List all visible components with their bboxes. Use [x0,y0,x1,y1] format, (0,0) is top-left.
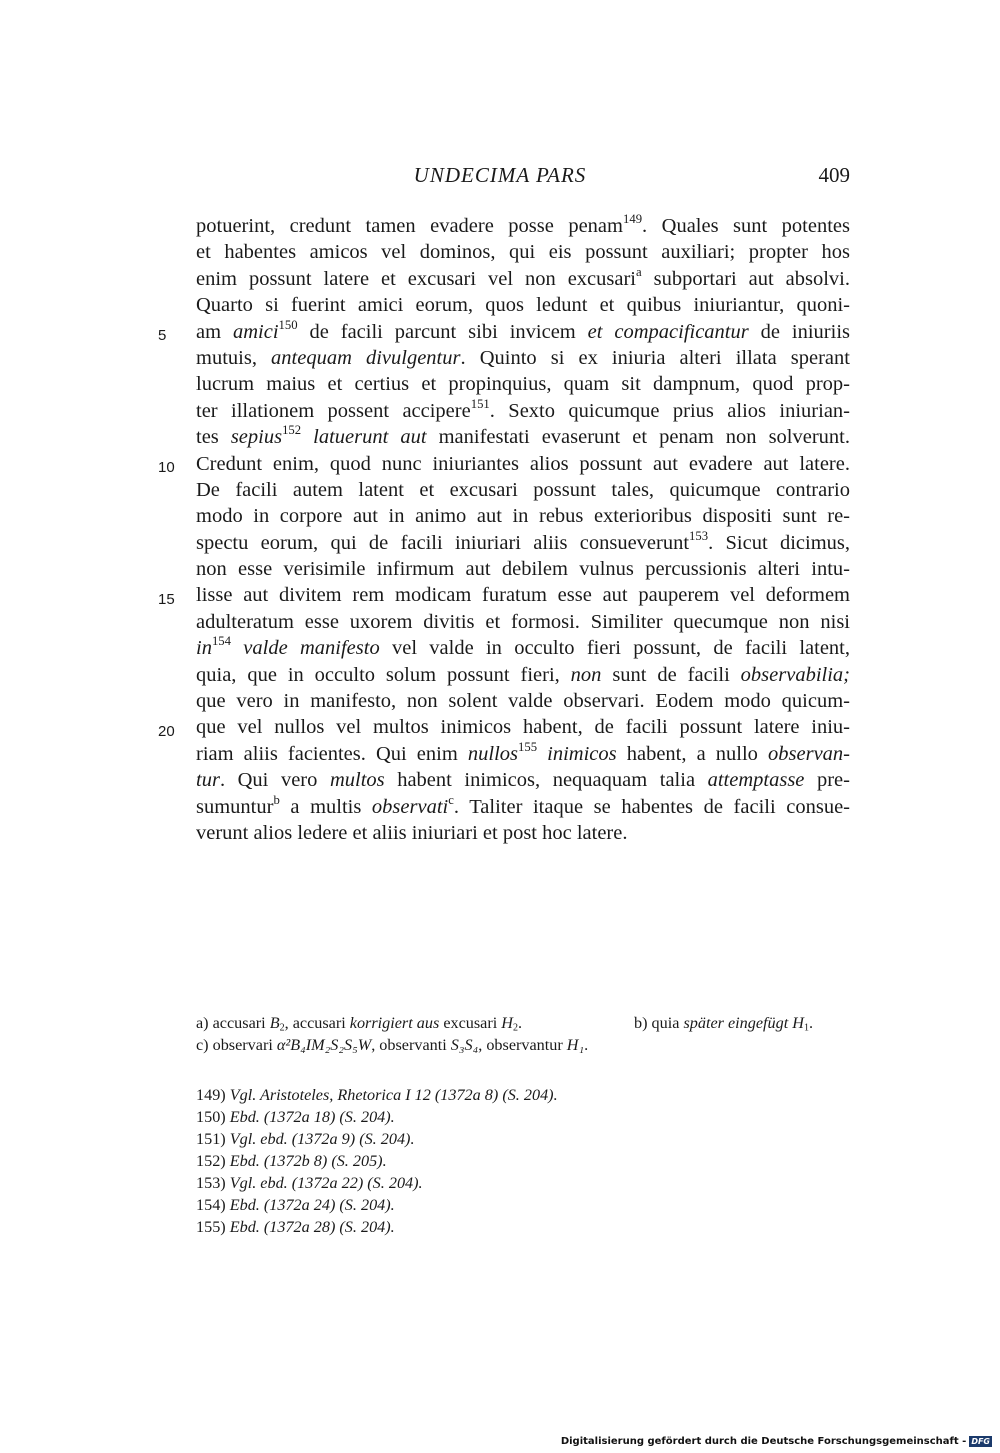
credit-text: Digitalisierung gefördert durch die Deutsche Forschungsgemeinschaft - [560,1436,967,1447]
text-line: ter illationem possent accipere$^{151}$. Sexto quicumque prius alios iniurian- [196,396,850,422]
text-line: am amici$^{150}$ de facili parcunt sibi invicem et compacificantur de iniuriis [196,317,851,343]
text-line: lisse aut divitem rem modicam furatum esse aut pauperem vel deformem [196,584,850,607]
text-line: que vel nullos vel multos inimicos habent, de facili possunt latere iniu- [196,716,850,739]
footnotes [196,1084,558,1238]
footnote: 151) Vgl. ebd. (1372a 9) (S. 204). [196,1130,415,1148]
text-line: $in^{154}$ valde manifesto vel valde in occulto fieri possunt, de facili latent, [196,634,850,660]
apparatus-note-b: b) quia später eingefügt $H_1$. [634,1014,814,1034]
text-line: et habentes amicos vel dominos, qui eis possunt auxiliari; propter hos [196,241,850,264]
text-line: spectu eorum, qui de facili iniuriari aliis consueverunt$^{153}$. Sicut dicimus, [196,528,850,554]
header-title: UNDECIMA PARS [413,163,587,187]
line-number: 15 [158,590,175,608]
text-line: lucrum maius et certius et propinquius, quam sit dampnum, quod prop- [196,373,850,396]
digitization-credit [561,1436,992,1447]
text-line: sumuntur$^b$ a multis observati$^c$. Taliter itaque se habentes de facili consue- [196,792,850,818]
footnote-ref: 151 [470,396,490,411]
text-line: enim possunt latere et excusari vel non excusari$^a$ subportari aut absolvi. [196,264,850,290]
text-line: que vero in manifesto, non solent valde observari. Eodem modo quicum- [196,690,850,713]
text-line: adulteratum esse uxorem divitis et formosi. Similiter quecumque non nisi [196,610,850,633]
footnote: 154) Ebd. (1372a 24) (S. 204). [196,1196,395,1214]
footnote: 155) Ebd. (1372a 28) (S. 204). [196,1218,395,1236]
footnote-ref: 149 [622,212,643,227]
apparatus-note-a: a) accusari $B_2$, accusari korrigiert aus excusari $H_2$. [196,1014,523,1034]
text-line: non esse verisimile infirmum aut debilem vulnus percussionis alteri intu- [196,558,850,581]
text-line: tes sepius$^{152}$ latuerunt aut manifestati evaserunt et penam non solverunt. [196,423,851,449]
dfg-logo: DFG [971,1437,990,1446]
text-line: Quarto si fuerint amici eorum, quos ledunt et quibus iniuriantur, quoni- [196,294,850,317]
text-line: potuerint, credunt tamen evadere posse penam$^{149}$. Quales sunt potentes [196,212,850,237]
footnote: 153) Vgl. ebd. (1372a 22) (S. 204). [196,1174,423,1192]
text-line: modo in corpore aut in animo aut in rebus exterioribus dispositi sunt re- [196,505,850,528]
apparatus-line [196,1012,856,1034]
apparatus-ref: c [448,792,454,807]
body-text [196,213,850,846]
apparatus-ref: b [273,792,280,807]
text-line: verunt alios ledere et aliis iniuriari et post hoc latere. [196,821,628,844]
text-line: quia, que in occulto solum possunt fieri, non sunt de facili observabilia; [196,663,850,686]
line-number: 10 [158,458,175,476]
line-number: 5 [158,326,167,344]
footnote: 152) Ebd. (1372b 8) (S. 205). [196,1152,387,1170]
text-line: De facili autem latent et excusari possunt tales, quicumque contrario [196,478,850,501]
text-line: tur. Qui vero multos habent inimicos, nequaquam talia attemptasse pre- [196,769,850,792]
footnote-ref: 152 [282,423,302,438]
line-number: 20 [158,722,175,740]
apparatus-line [196,1034,856,1056]
text-line: mutuis, antequam divulgentur. Quinto si ex iniuria alteri illata sperant [196,346,850,369]
text-line: riam aliis facientes. Qui enim nullos$^{155}$ inimicos habent, a nullo observan- [196,739,850,765]
footnote: 150) Ebd. (1372a 18) (S. 204). [196,1108,395,1126]
text-line: Credunt enim, quod nunc iniuriantes alios possunt aut evadere aut latere. [196,452,850,475]
footnote: 149) Vgl. Aristoteles, Rhetorica I 12 (1372a 8) (S. 204). [196,1086,558,1104]
footnote-ref: 155 [518,739,538,754]
apparatus-note-c: c) observari α²B₄IM₂S₂S₅W, observanti S₃S₄, observantur H₁. [196,1036,589,1054]
apparatus-ref: a [636,264,642,279]
critical-apparatus [196,1012,856,1056]
footnote-ref: 154 [211,634,232,649]
footnote-ref: 150 [278,317,298,332]
footnote-ref: 153 [689,528,709,543]
page-number: 409 [818,163,850,187]
